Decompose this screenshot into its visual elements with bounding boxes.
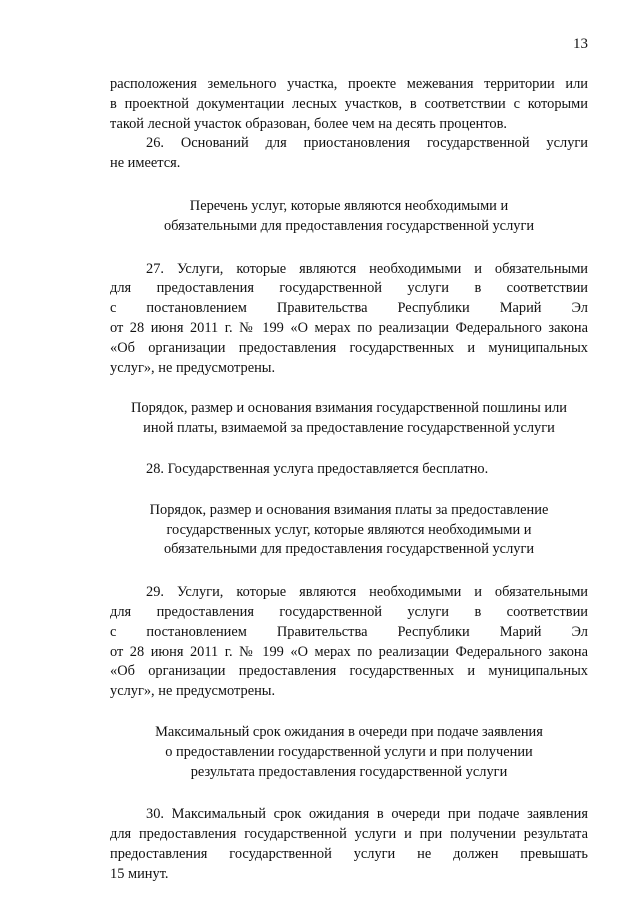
text-line: от 28 июня 2011 г. № 199 «О мерах по реализации Федерального закона bbox=[110, 319, 588, 336]
text-line: «Об организации предоставления государственных и муниципальных bbox=[110, 339, 588, 356]
text-line: 26. Оснований для приостановления государственной услуги bbox=[146, 135, 588, 152]
text-line: услуг», не предусмотрены. bbox=[110, 359, 276, 376]
paragraph-27 bbox=[110, 260, 588, 379]
heading-line: обязательными для предоставления государственной услуги bbox=[163, 217, 535, 234]
paragraph-26 bbox=[110, 134, 588, 174]
heading-line: Порядок, размер и основания взимания платы за предоставление bbox=[149, 501, 549, 518]
section-heading-services-list bbox=[110, 197, 588, 237]
text-line: не имеется. bbox=[110, 155, 181, 172]
text-line: для предоставления государственной услуги в соответствии bbox=[110, 603, 588, 620]
page-number: 13 bbox=[573, 36, 588, 52]
section-heading-waiting-time bbox=[110, 723, 588, 782]
heading-line: результата предоставления государственной услуги bbox=[190, 763, 508, 780]
text-line: 30. Максимальный срок ожидания в очереди при подаче заявления bbox=[146, 806, 588, 823]
heading-line: Максимальный срок ожидания в очереди при подаче заявления bbox=[155, 723, 543, 740]
paragraph-28 bbox=[110, 460, 588, 480]
paragraph-29 bbox=[110, 583, 588, 702]
text-line: с постановлением Правительства Республики Марий Эл bbox=[110, 300, 588, 317]
text-line: для предоставления государственной услуги и при получении результата bbox=[110, 826, 588, 843]
heading-line: о предоставлении государственной услуги и при получении bbox=[165, 743, 533, 760]
text-line: 27. Услуги, которые являются необходимыми и обязательными bbox=[146, 260, 588, 277]
section-heading-fee bbox=[110, 399, 588, 439]
paragraph-30 bbox=[110, 805, 588, 884]
text-line: предоставления государственной услуги не должен превышать bbox=[110, 845, 588, 862]
text-line: 15 минут. bbox=[110, 865, 169, 882]
text-line: «Об организации предоставления государственных и муниципальных bbox=[110, 663, 588, 680]
heading-line: иной платы, взимаемой за предоставление государственной услуги bbox=[143, 420, 555, 437]
text-line: для предоставления государственной услуги в соответствии bbox=[110, 280, 588, 297]
text-line: расположения земельного участка, проекте межевания территории или bbox=[110, 76, 588, 92]
heading-line: обязательными для предоставления государственной услуги bbox=[163, 541, 535, 558]
text-line: 29. Услуги, которые являются необходимыми и обязательными bbox=[146, 584, 588, 601]
page-content bbox=[110, 75, 588, 885]
heading-line: государственных услуг, которые являются необходимыми и bbox=[166, 521, 532, 538]
text-line: услуг», не предусмотрены. bbox=[110, 683, 276, 700]
text-line: 28. Государственная услуга предоставляется бесплатно. bbox=[146, 460, 489, 477]
heading-line: Порядок, размер и основания взимания государственной пошлины или bbox=[131, 400, 567, 417]
paragraph-continuation bbox=[110, 75, 588, 134]
text-line: такой лесной участок образован, более чем на десять процентов. bbox=[110, 115, 507, 132]
section-heading-fee-necessary bbox=[110, 501, 588, 560]
text-line: с постановлением Правительства Республики Марий Эл bbox=[110, 623, 588, 640]
heading-line: Перечень услуг, которые являются необходимыми и bbox=[189, 197, 509, 214]
text-line: от 28 июня 2011 г. № 199 «О мерах по реализации Федерального закона bbox=[110, 643, 588, 660]
text-line: в проектной документации лесных участков, в соответствии с которыми bbox=[110, 95, 588, 112]
